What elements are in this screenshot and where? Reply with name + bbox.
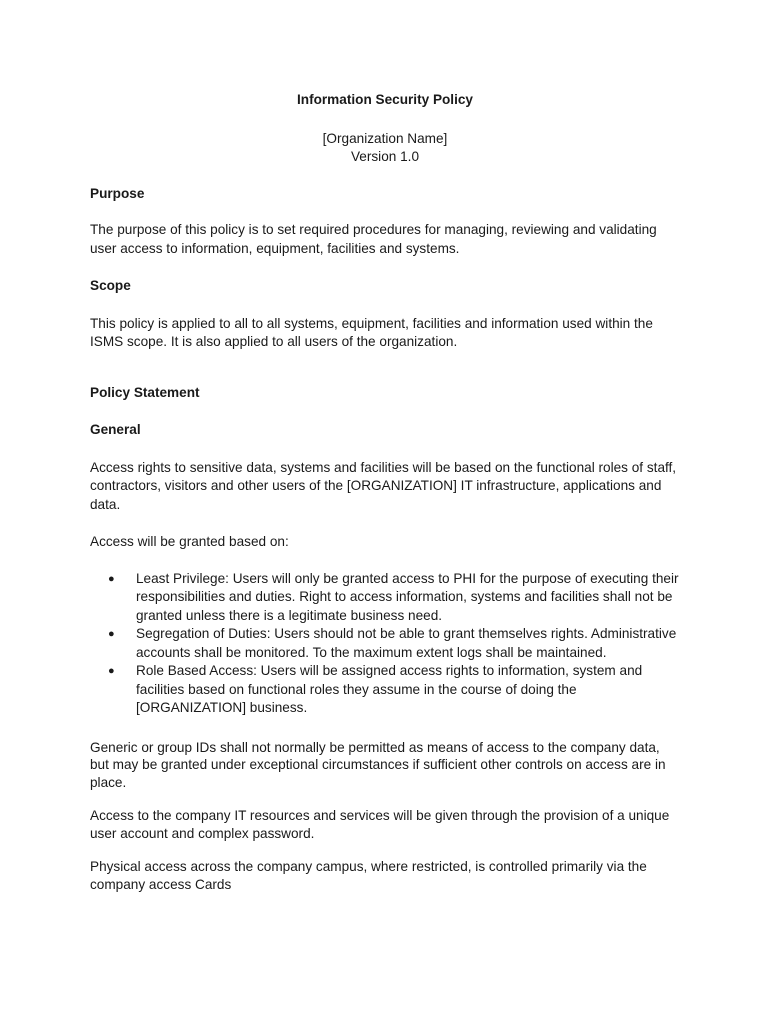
document-title: Information Security Policy xyxy=(296,92,473,107)
bullet-icon: ● xyxy=(108,665,115,677)
organization-name: [Organization Name] xyxy=(322,130,448,146)
bullet-icon: ● xyxy=(108,628,115,640)
access-granted-intro: Access will be granted based on: xyxy=(90,534,289,549)
scope-text: This policy is applied to all to all systems, equipment, facilities and information used within the ISMS scope. It is also applied to all users of the organization. xyxy=(90,315,653,349)
list-item-text: Role Based Access: Users will be assigned access rights to information, system and facilities based on functional roles they assume in the course of doing the [ORGANIZATION] business. xyxy=(136,663,643,715)
list-item-text: Least Privilege: Users will only be granted access to PHI for the purpose of executing their responsibilities and duties. Right to access information, systems and facilities shall not be granted unless there is a legitimate business need. xyxy=(136,570,679,623)
access-principles-list xyxy=(90,570,680,718)
document-version: Version 1.0 xyxy=(350,149,419,164)
it-access-text: Access to the company IT resources and services will be given through the provision of a unique user account and complex password. xyxy=(90,808,670,841)
list-item xyxy=(108,625,680,662)
document-page xyxy=(90,91,680,893)
physical-access-text: Physical access across the company campus, where restricted, is controlled primarily via the company access Cards xyxy=(90,859,647,892)
general-text: Access rights to sensitive data, systems and facilities will be based on the functional roles of staff, contractors, visitors and other users of the [ORGANIZATION] IT infrastructure, applications and data. xyxy=(90,459,677,512)
list-item xyxy=(108,662,680,718)
list-item xyxy=(108,570,680,626)
general-heading: General xyxy=(90,422,141,437)
bullet-icon: ● xyxy=(108,572,115,585)
purpose-text: The purpose of this policy is to set required procedures for managing, reviewing and validating user access to information, equipment, facilities and systems. xyxy=(90,222,657,256)
purpose-heading: Purpose xyxy=(90,185,145,201)
scope-heading: Scope xyxy=(90,278,131,293)
list-item-text: Segregation of Duties: Users should not be able to grant themselves rights. Administrative accounts shall be monitored. To the maximum extent logs shall be maintained. xyxy=(136,626,677,660)
policy-statement-heading: Policy Statement xyxy=(90,384,200,400)
generic-ids-text: Generic or group IDs shall not normally be permitted as means of access to the company data, but may be granted under exceptional circumstances if sufficient other controls on access are in place. xyxy=(90,739,666,790)
